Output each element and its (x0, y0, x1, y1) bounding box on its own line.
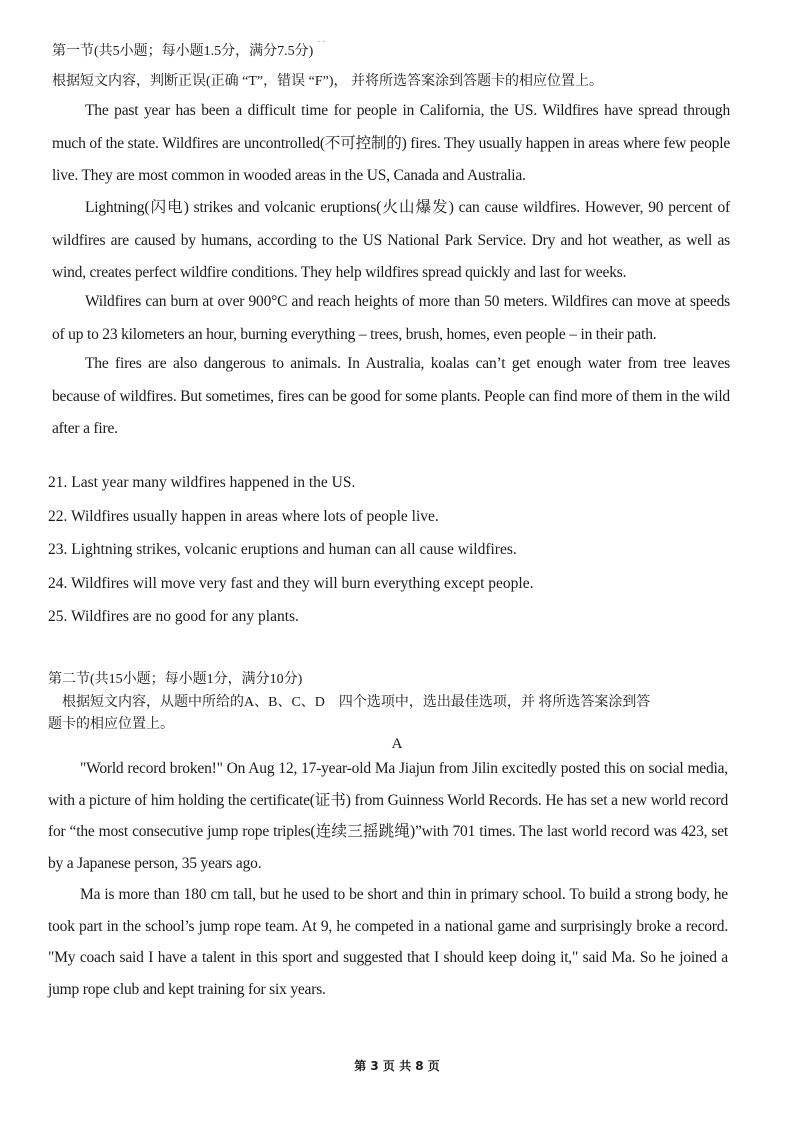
section2-instruction-line1: 根据短文内容，从题中所给的A、B、C、D 四个选项中，选出最佳选项，并 将所选答案涂到答 (62, 695, 651, 710)
section1-instruction: 根据短文内容，判断正误(正确 “T”，错误 “F”)， 并将所选答案涂到答题卡的相应位置上。 (52, 74, 604, 89)
section1-heading: 第一节(共5小题；每小题1.5分，满分7.5分) (52, 44, 314, 59)
section1-paragraph-1: The past year has been a difficult time for people in California, the US. Wildfires have spread through much of the state. Wildfires are uncontrolled(不可控制的) fires. They usually happen in areas where few people live. They are most common in wooded areas in the US, Canada and Australia. (52, 102, 730, 184)
question-23: 23. Lightning strikes, volcanic eruptions and human can all cause wildfires. (48, 541, 517, 558)
question-22: 22. Wildfires usually happen in areas where lots of people live. (48, 508, 439, 525)
question-21: 21. Last year many wildfires happened in the US. (48, 474, 356, 491)
scan-mark: . . (318, 34, 325, 44)
section1-paragraph-3: Wildfires can burn at over 900°C and reach heights of more than 50 meters. Wildfires can move at speeds of up to 23 kilometers an hour, burning everything – trees, brush, homes, even people – in their path. (52, 293, 730, 343)
question-25: 25. Wildfires are no good for any plants. (48, 608, 299, 625)
page-footer: 第 3 页 共 8 页 (354, 1059, 440, 1073)
passage-a-paragraph-2: Ma is more than 180 cm tall, but he used to be short and thin in primary school. To build a strong body, he took part in the school’s jump rope team. At 9, he competed in a national game and surprisingly broke a record. "My coach said I have a talent in this sport and suggested that I should keep doing it," said Ma. So he joined a jump rope club and kept training for six years. (48, 886, 728, 998)
section1-paragraph-4: The fires are also dangerous to animals. In Australia, koalas can’t get enough water from tree leaves because of wildfires. But sometimes, fires can be good for some plants. People can find more of them in the wild after a fire. (52, 355, 730, 437)
passage-label: A (391, 736, 403, 752)
question-24: 24. Wildfires will move very fast and they will burn everything except people. (48, 575, 534, 592)
section1-paragraph-2: Lightning(闪电) strikes and volcanic eruptions(火山爆发) can cause wildfires. However, 90 percent of wildfires are caused by humans, according to the US National Park Service. Dry and hot weather, as well as wind, creates perfect wildfire conditions. They help wildfires spread quickly and last for weeks. (52, 199, 730, 281)
passage-a-paragraph-1: "World record broken!" On Aug 12, 17-year-old Ma Jiajun from Jilin excitedly posted this on social media, with a picture of him holding the certificate(证书) from Guinness World Records. He has set a new world record for “the most consecutive jump rope triples(连续三摇跳绳)”with 701 times. The last world record was 423, set by a Japanese person, 35 years ago. (48, 760, 728, 872)
section2-instruction-line2: 题卡的相应位置上。 (48, 717, 174, 732)
section2-heading: 第二节(共15小题；每小题1分，满分10分) (48, 672, 303, 687)
